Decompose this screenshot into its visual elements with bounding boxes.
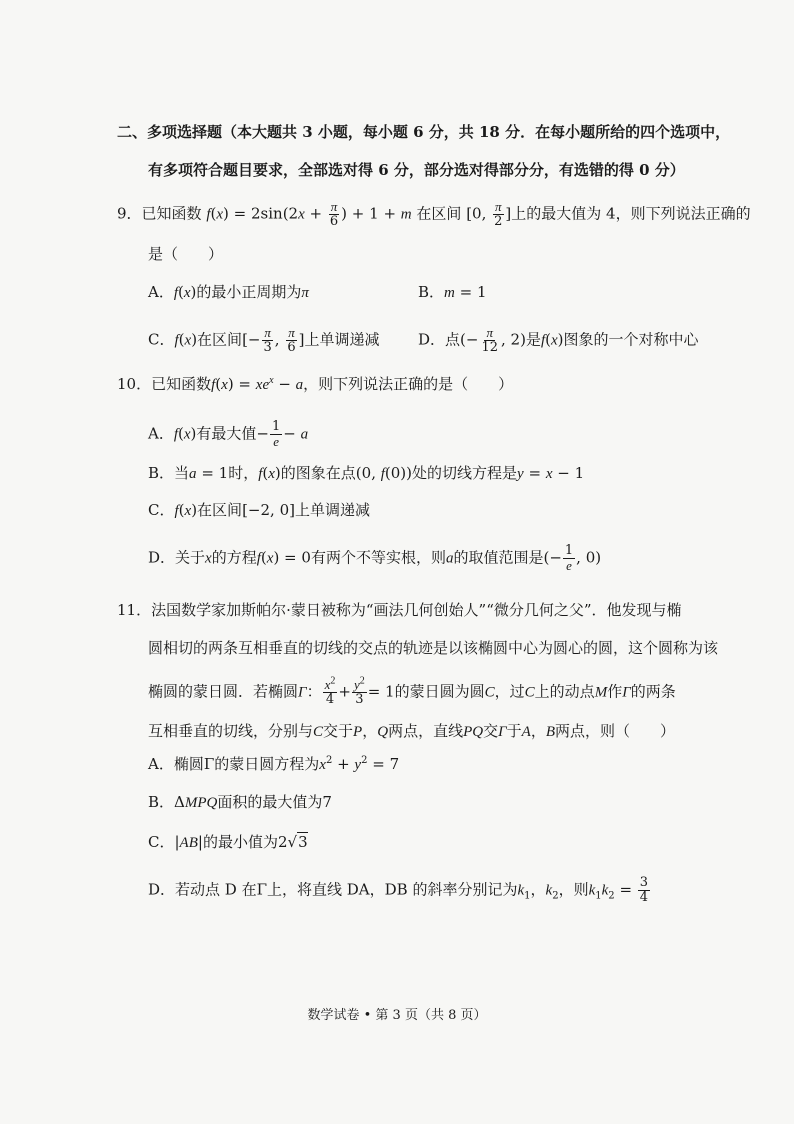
section-heading-line-1: 二、多项选择题（本大题共 3 小题，每小题 6 分，共 18 分．在每小题所给的四个选项中，: [117, 123, 731, 141]
q10-b-label: B．: [148, 464, 175, 482]
q11-a-text: 椭圆Γ的蒙日圆方程为: [173, 755, 320, 773]
q9-a-text: 的最小正周期为: [196, 283, 302, 301]
q10-option-b: B．当a = 1时，f(x)的图象在点(0, f(0))处的切线方程是y = x − 1: [148, 464, 585, 482]
q11-line-3d: 上的动点: [534, 682, 595, 701]
q11-stem-line-2: 圆相切的两条互相垂直的切线的交点的轨迹是以该椭圆中心为圆心的圆，这个圆称为该: [148, 639, 719, 657]
q10-a-text: 有最大值: [196, 424, 257, 443]
q11-number: 11．: [117, 601, 152, 619]
q11-stem-line-3: 椭圆的蒙日圆．若椭圆Γ： $\frac{x^2}{4}$ + $\frac{y^2}{3}$ = 1的蒙日圆为圆C，过C上的动点M作Γ的两条: [148, 675, 676, 707]
q10-b-text-b: 时，: [228, 464, 259, 482]
q10-d-text-c: 有两个不等实根，则: [310, 548, 446, 567]
q9-d-text-a: 点: [445, 330, 461, 349]
section-heading-line-2: 有多项符合题目要求，全部选对得 6 分，部分选对得部分分，有选错的得 0 分）: [148, 161, 685, 179]
q10-c-text-b: 上单调递减: [294, 501, 370, 519]
q10-d-text-d: 的取值范围是: [453, 548, 544, 567]
q9-d-text-c: 图象的一个对称中心: [563, 330, 699, 349]
q11-line-4d: 交: [483, 722, 499, 740]
q9-c-label: C．: [148, 330, 175, 349]
q11-option-d: D．若动点 D 在Γ上，将直线 DA，DB 的斜率分别记为$k_1$，$k_2$，则$k_1k_2$ = $\frac{3}{4}$: [148, 875, 649, 905]
q10-stem: 10．已知函数$f(x) = xe^x - a$，则下列说法正确的是（ ）: [117, 375, 514, 393]
q9-c-text-b: 上单调递减: [304, 330, 380, 349]
q9-stem-a: 已知函数: [141, 204, 202, 223]
q11-line-3a: 椭圆的蒙日圆．若椭圆: [148, 682, 299, 701]
q10-c-text-a: 在区间: [197, 501, 243, 519]
q9-option-d: D．点(− $\frac{\pi}{12}$ , 2)是f(x)图象的一个对称中心: [418, 325, 699, 355]
q10-stem-b: ，则下列说法正确的是（ ）: [303, 375, 514, 393]
q11-line-3f: 的两条: [630, 682, 676, 701]
q10-b-text-c: 的图象在点: [280, 464, 356, 482]
q11-option-b: B．ΔMPQ面积的最大值为7: [148, 793, 332, 811]
q11-line-1-text: 法国数学家加斯帕尔·蒙日被称为“画法几何创始人”“微分几何之父”．他发现与椭: [151, 601, 682, 619]
q11-option-a: A．椭圆Γ的蒙日圆方程为$x^2 + y^2 = 7$: [148, 755, 400, 773]
q11-line-3e: 作: [607, 682, 623, 701]
q11-stem-line-1: [117, 600, 682, 620]
q11-d-text-a: 若动点 D 在Γ上，将直线 DA，DB 的斜率分别记为: [175, 880, 518, 899]
q9-stem-line-2: 是（ ）: [148, 245, 224, 263]
q10-d-text-a: 关于: [175, 548, 206, 567]
q11-line-4a: 互相垂直的切线，分别与: [148, 722, 314, 740]
q9-d-text-b: 是: [525, 330, 541, 349]
q9-stem-c: 上的最大值为 4，则下列说法正确的: [511, 204, 751, 223]
q10-stem-a: 已知函数: [151, 375, 212, 393]
q11-option-c: C．|AB|的最小值为2√3: [148, 833, 308, 851]
q9-option-c: C．f(x)在区间[− $\frac{\pi}{3}$ , $\frac{\pi}{6}$ ]上单调递减: [148, 325, 380, 355]
q9-a-label: A．: [148, 283, 174, 301]
q10-d-text-b: 的方程: [211, 548, 257, 567]
q9-c-text-a: 在区间: [197, 330, 243, 349]
q11-d-label: D．: [148, 880, 176, 899]
q11-line-3c: ，过: [494, 682, 525, 701]
q11-line-4f: 两点，则（ ）: [555, 722, 676, 740]
q11-a-label: A．: [148, 755, 174, 773]
q11-line-3b: 的蒙日圆为圆: [394, 682, 485, 701]
q9-option-a: A．f(x)的最小正周期为π: [148, 283, 309, 301]
q10-number: 10．: [117, 375, 152, 393]
q10-b-text-d: 处的切线方程是: [412, 464, 518, 482]
q11-stem-line-4: 互相垂直的切线，分别与C交于P，Q两点，直线PQ交Γ于A，B两点，则（ ）: [148, 722, 676, 740]
q10-option-a: A．f(x)有最大值− $\frac{1}{e}$ − a: [148, 419, 309, 449]
q11-line-4b: 交于: [323, 722, 354, 740]
q10-d-label: D．: [148, 548, 176, 567]
q9-stem-b: 在区间: [416, 204, 462, 223]
q11-b-text: 面积的最大值为: [217, 793, 323, 811]
q11-c-label: C．: [148, 833, 175, 851]
q11-b-label: B．: [148, 793, 175, 811]
q9-number: 9．: [117, 204, 142, 223]
q10-c-label: C．: [148, 501, 175, 519]
q9-stem-line-1: 9．已知函数 f(x) = 2sin(2x + $\frac{\pi}{6}$ ) + 1 + m 在区间 [0, $\frac{\pi}{2}$ ]上的最大值为 4，则下列说法正确的: [117, 199, 751, 229]
q10-a-label: A．: [148, 424, 174, 443]
page-footer: 数学试卷 • 第 3 页（共 8 页）: [307, 1008, 487, 1023]
q11-d-text-b: ，则: [558, 880, 589, 899]
q11-c-text: 的最小值为: [202, 833, 278, 851]
q9-d-label: D．: [418, 330, 446, 349]
q10-option-d: D．关于x的方程f(x) = 0有两个不等实根，则a的取值范围是(− $\frac{1}{e}$ , 0): [148, 543, 602, 573]
q11-line-4c: 两点，直线: [388, 722, 464, 740]
q9-option-b: B．m = 1: [418, 283, 487, 301]
q11-line-4e: 于: [506, 722, 522, 740]
q10-b-text-a: 当: [174, 464, 190, 482]
q9-b-label: B．: [418, 283, 445, 301]
q10-option-c: C．f(x)在区间[−2, 0]上单调递减: [148, 501, 370, 519]
